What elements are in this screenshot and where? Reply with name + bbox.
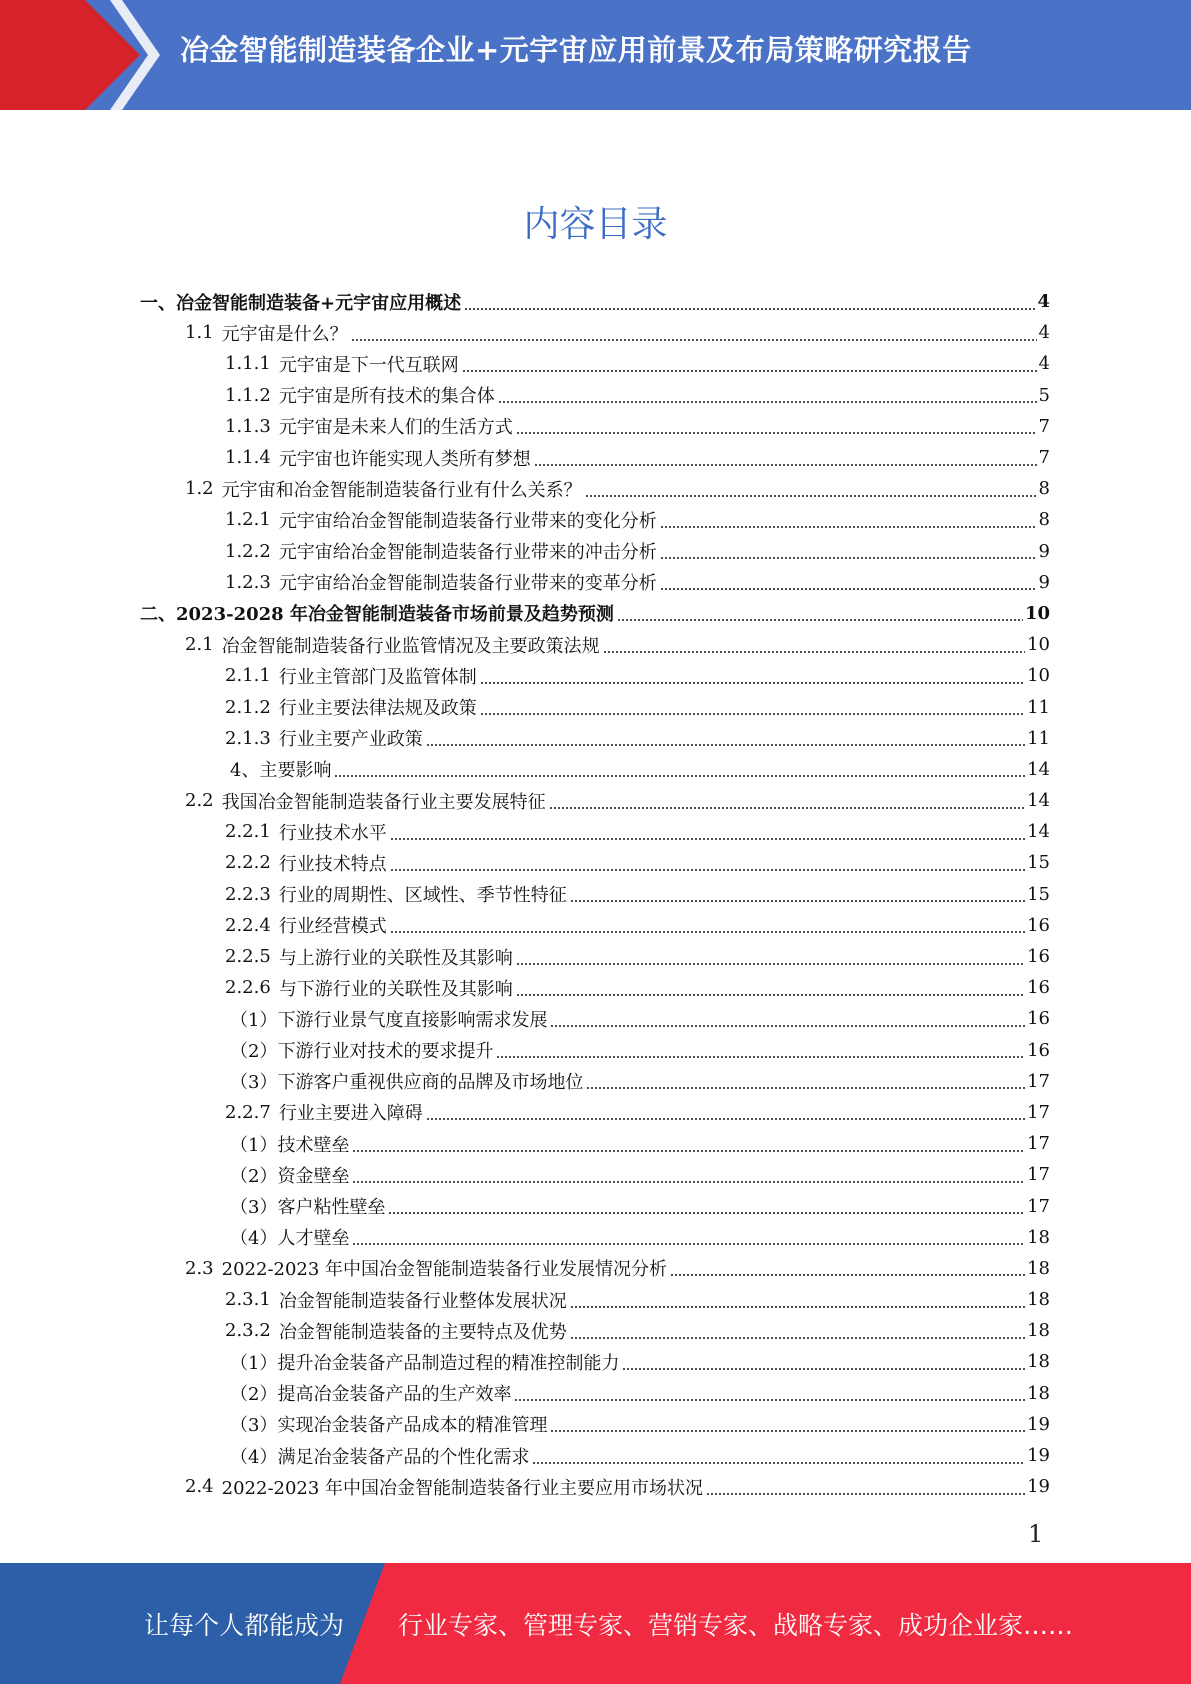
toc-dot-leader: [514, 1384, 1025, 1402]
toc-entry[interactable]: [140, 1159, 1050, 1190]
toc-entry-title: 2022-2023 年中国冶金智能制造装备行业发展情况分析: [221, 1259, 668, 1281]
toc-entry-title: 2022-2023 年中国冶金智能制造装备行业主要应用市场状况: [221, 1477, 704, 1499]
toc-entry-title: 冶金智能制造装备+元宇宙应用概述: [176, 292, 462, 314]
toc-entry[interactable]: [140, 1035, 1050, 1066]
toc-entry[interactable]: [140, 972, 1050, 1003]
toc-entry[interactable]: [140, 1222, 1050, 1253]
toc-entry-page: 8: [1038, 509, 1050, 531]
toc-entry-title: 元宇宙给冶金智能制造装备行业带来的变化分析: [278, 510, 657, 532]
table-of-contents: [140, 286, 1050, 1502]
toc-entry-page: 18: [1027, 1226, 1050, 1248]
toc-entry[interactable]: [140, 1097, 1050, 1128]
toc-entry[interactable]: [140, 816, 1050, 847]
toc-entry[interactable]: [140, 879, 1050, 910]
toc-entry-title: 冶金智能制造装备行业监管情况及主要政策法规: [221, 635, 600, 657]
toc-entry-title: （3）客户粘性壁垒: [230, 1197, 386, 1219]
toc-entry-page: 18: [1027, 1382, 1050, 1404]
toc-entry-title: 行业技术特点: [278, 853, 387, 875]
toc-dot-leader: [462, 355, 1037, 373]
toc-entry-title: 元宇宙和冶金智能制造装备行业有什么关系？: [221, 479, 582, 501]
toc-entry-title: 我国冶金智能制造装备行业主要发展特征: [221, 791, 546, 813]
toc-entry-number: 2.4: [185, 1476, 214, 1498]
toc-entry-number: 2.3.2: [225, 1320, 271, 1342]
toc-entry-title: 元宇宙也许能实现人类所有梦想: [278, 448, 531, 470]
toc-entry[interactable]: [140, 1253, 1050, 1284]
header-red-flag: [0, 0, 140, 110]
toc-entry[interactable]: [140, 380, 1050, 411]
toc-entry[interactable]: [140, 1315, 1050, 1346]
toc-entry-title: 冶金智能制造装备行业整体发展状况: [278, 1290, 567, 1312]
toc-dot-leader: [534, 449, 1037, 467]
toc-entry-title: 元宇宙是什么？: [221, 323, 348, 345]
toc-entry-page: 17: [1027, 1070, 1050, 1092]
toc-entry[interactable]: [140, 1066, 1050, 1097]
page-number: 1: [1028, 1520, 1044, 1548]
footer-slogan-left: 让每个人都能成为: [144, 1611, 345, 1640]
toc-entry-number: 1.1: [185, 322, 214, 344]
toc-entry[interactable]: [140, 1003, 1050, 1034]
toc-entry-page: 16: [1027, 1039, 1050, 1061]
toc-entry-page: 19: [1027, 1445, 1050, 1467]
toc-entry[interactable]: [140, 691, 1050, 722]
toc-dot-leader: [480, 667, 1025, 685]
toc-dot-leader: [390, 854, 1025, 872]
toc-entry-number: 2.2.7: [225, 1101, 271, 1123]
toc-entry-number: 1.2.3: [225, 571, 271, 593]
toc-entry[interactable]: [140, 1190, 1050, 1221]
toc-entry-number: 2.2.4: [225, 914, 271, 936]
toc-entry-number: 1.2.2: [225, 540, 271, 562]
toc-dot-leader: [334, 760, 1025, 778]
toc-entry[interactable]: [140, 847, 1050, 878]
toc-dot-leader: [570, 1291, 1025, 1309]
toc-entry-title: 元宇宙是未来人们的生活方式: [278, 417, 513, 439]
toc-entry-number: 2.2: [185, 790, 214, 812]
toc-entry[interactable]: [140, 411, 1050, 442]
toc-dot-leader: [388, 1197, 1025, 1215]
toc-entry-number: 一、: [140, 292, 176, 314]
toc-entry-title: （2）提高冶金装备产品的生产效率: [230, 1384, 512, 1406]
toc-dot-leader: [480, 698, 1025, 716]
toc-dot-leader: [660, 511, 1037, 529]
toc-entry-title: 行业的周期性、区域性、季节性特征: [278, 885, 567, 907]
toc-entry-number: 2.3.1: [225, 1289, 271, 1311]
toc-dot-leader: [426, 729, 1025, 747]
toc-entry-page: 19: [1027, 1413, 1050, 1435]
toc-entry[interactable]: [140, 1409, 1050, 1440]
toc-entry-number: 2.2.5: [225, 946, 271, 968]
toc-dot-leader: [498, 386, 1037, 404]
toc-entry-title: 与上游行业的关联性及其影响: [278, 947, 513, 969]
toc-entry-number: 1.1.3: [225, 415, 271, 437]
toc-entry-page: 17: [1027, 1101, 1050, 1123]
toc-entry[interactable]: [140, 629, 1050, 660]
toc-entry-page: 14: [1027, 790, 1050, 812]
toc-entry-number: 1.1.2: [225, 384, 271, 406]
toc-entry-title: 行业主要法律法规及政策: [278, 698, 477, 720]
toc-entry-title: （1）技术壁垒: [230, 1134, 350, 1156]
toc-dot-leader: [622, 1353, 1025, 1371]
toc-entry-number: 1.2: [185, 478, 214, 500]
toc-entry[interactable]: [140, 785, 1050, 816]
toc-dot-leader: [352, 1135, 1025, 1153]
toc-entry-page: 18: [1027, 1351, 1050, 1373]
toc-entry-page: 19: [1027, 1476, 1050, 1498]
toc-entry-number: 二、: [140, 604, 176, 626]
toc-dot-leader: [390, 823, 1025, 841]
toc-entry-number: 2.2.2: [225, 852, 271, 874]
toc-dot-leader: [706, 1478, 1025, 1496]
report-title: 冶金智能制造装备企业+元宇宙应用前景及布局策略研究报告: [180, 33, 972, 67]
toc-entry[interactable]: [140, 317, 1050, 348]
toc-entry-title: 元宇宙是所有技术的集合体: [278, 386, 495, 408]
toc-dot-leader: [426, 1103, 1025, 1121]
toc-entry[interactable]: [140, 1284, 1050, 1315]
toc-entry-number: 2.1: [185, 634, 214, 656]
toc-dot-leader: [352, 1228, 1025, 1246]
toc-entry[interactable]: [140, 660, 1050, 691]
toc-entry-page: 7: [1038, 415, 1050, 437]
toc-entry-title: 元宇宙是下一代互联网: [278, 354, 459, 376]
toc-dot-leader: [390, 916, 1025, 934]
toc-entry-page: 17: [1027, 1164, 1050, 1186]
header-banner: [0, 0, 1191, 110]
toc-entry-page: 14: [1027, 758, 1050, 780]
toc-entry-title: 元宇宙给冶金智能制造装备行业带来的变革分析: [278, 573, 657, 595]
toc-entry[interactable]: [140, 1378, 1050, 1409]
toc-entry-title: 与下游行业的关联性及其影响: [278, 978, 513, 1000]
toc-entry[interactable]: [140, 910, 1050, 941]
toc-entry-page: 16: [1027, 946, 1050, 968]
toc-entry[interactable]: [140, 286, 1050, 317]
toc-entry-title: 行业主管部门及监管体制: [278, 666, 477, 688]
toc-entry-page: 16: [1027, 914, 1050, 936]
toc-entry-page: 14: [1027, 821, 1050, 843]
toc-entry-number: 1.1.1: [225, 353, 271, 375]
toc-entry-page: 17: [1027, 1195, 1050, 1217]
toc-heading: 内容目录: [523, 204, 668, 245]
toc-entry-number: 1.2.1: [225, 509, 271, 531]
toc-entry[interactable]: [140, 1471, 1050, 1502]
toc-entry-title: 行业主要产业政策: [278, 729, 423, 751]
toc-dot-leader: [550, 1010, 1025, 1028]
footer-slogan-right: 行业专家、管理专家、营销专家、战略专家、成功企业家……: [398, 1611, 1074, 1640]
toc-dot-leader: [532, 1447, 1025, 1465]
toc-entry[interactable]: [140, 1440, 1050, 1471]
toc-entry-page: 18: [1027, 1257, 1050, 1279]
toc-entry-title: （1）下游行业景气度直接影响需求发展: [230, 1009, 548, 1031]
toc-entry-number: 2.3: [185, 1257, 214, 1279]
footer-banner: [0, 1563, 1191, 1684]
toc-dot-leader: [516, 948, 1025, 966]
toc-dot-leader: [496, 1041, 1025, 1059]
toc-entry-page: 15: [1027, 852, 1050, 874]
toc-entry-title: （1）提升冶金装备产品制造过程的精准控制能力: [230, 1352, 620, 1374]
toc-entry-number: 2.1.3: [225, 727, 271, 749]
toc-entry-page: 10: [1027, 634, 1050, 656]
toc-entry-title: 2023-2028 年冶金智能制造装备市场前景及趋势预测: [176, 604, 614, 626]
toc-entry-title: （3）实现冶金装备产品成本的精准管理: [230, 1415, 548, 1437]
toc-dot-leader: [586, 1072, 1025, 1090]
toc-dot-leader: [352, 1166, 1025, 1184]
toc-entry[interactable]: [140, 504, 1050, 535]
toc-entry-page: 9: [1038, 540, 1050, 562]
toc-entry-title: 元宇宙给冶金智能制造装备行业带来的冲击分析: [278, 542, 657, 564]
toc-entry-title: 行业技术水平: [278, 822, 387, 844]
toc-entry[interactable]: [140, 723, 1050, 754]
toc-entry-page: 8: [1038, 478, 1050, 500]
toc-dot-leader: [585, 480, 1037, 498]
toc-entry-title: （2）下游行业对技术的要求提升: [230, 1041, 494, 1063]
toc-dot-leader: [550, 1415, 1025, 1433]
toc-entry[interactable]: [140, 536, 1050, 567]
toc-entry-title: （4）人才壁垒: [230, 1228, 350, 1250]
toc-entry-page: 11: [1027, 696, 1050, 718]
toc-dot-leader: [351, 324, 1037, 342]
toc-entry-title: （2）资金壁垒: [230, 1165, 350, 1187]
toc-entry[interactable]: [140, 1346, 1050, 1377]
toc-entry-page: 11: [1027, 727, 1050, 749]
toc-dot-leader: [549, 792, 1025, 810]
toc-entry-title: 冶金智能制造装备的主要特点及优势: [278, 1321, 567, 1343]
toc-dot-leader: [516, 979, 1025, 997]
toc-entry[interactable]: [140, 473, 1050, 504]
toc-dot-leader: [570, 1322, 1025, 1340]
toc-entry-page: 16: [1027, 977, 1050, 999]
toc-entry-number: 2.2.1: [225, 821, 271, 843]
toc-entry[interactable]: [140, 567, 1050, 598]
toc-entry-page: 15: [1027, 883, 1050, 905]
toc-entry[interactable]: [140, 348, 1050, 379]
toc-entry-title: （4）满足冶金装备产品的个性化需求: [230, 1446, 530, 1468]
toc-dot-leader: [570, 885, 1025, 903]
toc-dot-leader: [617, 604, 1023, 622]
toc-entry[interactable]: [140, 598, 1050, 629]
toc-dot-leader: [464, 293, 1035, 311]
toc-entry-page: 10: [1027, 665, 1050, 687]
toc-entry-page: 16: [1027, 1008, 1050, 1030]
toc-entry-page: 18: [1027, 1289, 1050, 1311]
toc-entry-page: 7: [1038, 447, 1050, 469]
toc-entry-page: 4: [1038, 322, 1050, 344]
toc-entry-page: 18: [1027, 1320, 1050, 1342]
toc-entry-title: 4、主要影响: [230, 760, 332, 782]
toc-entry[interactable]: [140, 941, 1050, 972]
toc-dot-leader: [660, 573, 1037, 591]
toc-entry-page: 4: [1038, 353, 1050, 375]
toc-entry-number: 2.2.3: [225, 883, 271, 905]
toc-entry-page: 5: [1038, 384, 1050, 406]
toc-entry-number: 2.1.1: [225, 665, 271, 687]
toc-entry-page: 9: [1038, 571, 1050, 593]
toc-entry-page: 17: [1027, 1133, 1050, 1155]
toc-entry-title: 行业经营模式: [278, 916, 387, 938]
toc-entry[interactable]: [140, 442, 1050, 473]
toc-entry-number: 2.2.6: [225, 977, 271, 999]
toc-entry[interactable]: [140, 1128, 1050, 1159]
toc-dot-leader: [670, 1259, 1025, 1277]
toc-entry-title: 行业主要进入障碍: [278, 1103, 423, 1125]
toc-entry[interactable]: [140, 754, 1050, 785]
toc-entry-number: 1.1.4: [225, 447, 271, 469]
toc-entry-number: 2.1.2: [225, 696, 271, 718]
toc-dot-leader: [516, 417, 1037, 435]
toc-entry-title: （3）下游客户重视供应商的品牌及市场地位: [230, 1072, 584, 1094]
toc-dot-leader: [603, 636, 1025, 654]
toc-entry-page: 10: [1024, 602, 1050, 624]
toc-entry-page: 4: [1037, 291, 1050, 313]
toc-dot-leader: [660, 542, 1037, 560]
